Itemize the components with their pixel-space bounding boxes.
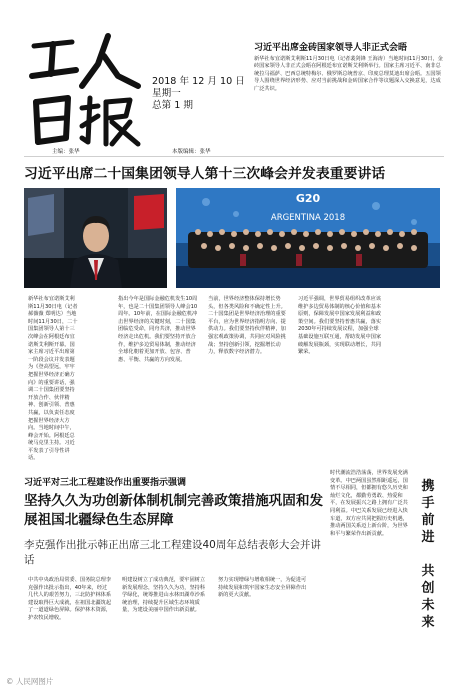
second-story-kicker: 习近平对三北工程建设作出重要指示强调 bbox=[24, 478, 187, 488]
vertical-slogan-char: 创 bbox=[421, 581, 435, 596]
speaker-photo-art bbox=[24, 188, 167, 288]
vertical-slogan-char: 来 bbox=[421, 615, 435, 630]
masthead-calligraphy-logo bbox=[26, 30, 146, 150]
vertical-slogan-char: 未 bbox=[421, 598, 435, 613]
issue-date-block bbox=[152, 76, 245, 112]
vertical-slogan-char bbox=[412, 546, 444, 563]
main-story-column-4: 习近平强调，世界贸易组织改革应该维护多边贸易体制的核心价值和基本原则，保障发展中国家发展利益和政策空间。我们要坚持普惠共赢，落实2030年可持续发展议程，加强全球基础设施互联互通，帮助发展中国家破解发展瓶颈，实现联动增长，共同繁荣。 bbox=[298, 296, 382, 356]
chief-editor: 主编：张华 bbox=[52, 149, 80, 155]
group-photo bbox=[176, 188, 440, 288]
second-story-column-3: 努力实现增绿与增收相统一，为促进可持续发展和筑牢国家生态安全屏障作出新的更大贡献。 bbox=[218, 577, 307, 599]
second-story-headline: 坚持久久为功创新体制机制完善政策措施巩固和发展祖国北疆绿色生态屏障 bbox=[24, 493, 324, 528]
issue-number: 总第 1 期 bbox=[152, 100, 193, 111]
main-story-column-1: 新华社布宜诺斯艾利斯11月30日电（记者郝薇薇 郑明达）当地时间11月30日，二十国集团领导人第十三次峰会在阿根廷布宜诺斯艾利斯开幕。国家主席习近平出席第一阶段会议并发表题为《登高望远，牢牢把握世界经济正确方向》的重要讲话，强调二十国集团要坚持开放合作、伙伴精神、创新引领、普惠共赢，以负责任态度把握世界经济大方向。当地时间中午，峰会开始。阿根廷总统马克里主持。习近平发表了引导性讲话。 bbox=[28, 296, 78, 462]
group-photo-art bbox=[176, 188, 440, 288]
vertical-slogan-char: 手 bbox=[421, 496, 435, 511]
vertical-slogan-char: 携 bbox=[421, 479, 435, 494]
second-story-column-1: 中共中央政治局常委、国务院总理李克强作出批示指出，40年来，经过几代人的艰苦努力，三北防护林体系建设取得巨大成就，在祖国北疆筑起了一道道绿色屏障。保护林木资源，护农牧民增收。 bbox=[28, 577, 112, 621]
argentina-2018-banner: ARGENTINA 2018 bbox=[270, 213, 346, 223]
vertical-slogan bbox=[412, 478, 444, 631]
vertical-slogan-char: 前 bbox=[421, 513, 435, 528]
vertical-slogan-char: 共 bbox=[421, 564, 435, 579]
top-story-headline: 习近平出席金砖国家领导人非正式会晤 bbox=[254, 43, 408, 53]
issue-weekday: 星期一 bbox=[152, 88, 181, 99]
main-story-column-2: 指出今年是国际金融危机发生10周年，也是二十国集团领导人峰会10周年。10年前，在国际金融危机冲击世界经济的关键时刻，二十国集团临危受命，同舟共济，推动世界经济走出危机。我们要坚持开放合作，维护多边贸易体制，推动经济全球化朝着更加开放、包容、普惠、平衡、共赢的方向发展。 bbox=[118, 296, 198, 363]
top-story-body: 新华社布宜诺斯艾利斯11月30日电（记者裴剑锋 王海涛）当地时间11月30日，金砖国家领导人非正式会晤在阿根廷布宜诺斯艾利斯举行。国家主席习近平、南非总统拉马福萨、巴西总统特梅尔、俄罗斯总统普京、印度总理莫迪出席会晤。五国领导人围绕世界经济形势、应对当前挑战和金砖国家合作等议题深入交换意见，达成广泛共识。 bbox=[254, 56, 443, 92]
vertical-slogan-char: 进 bbox=[421, 530, 435, 545]
second-story-subheadline: 李克强作出批示韩正出席三北工程建设40周年总结表彰大会并讲话 bbox=[24, 539, 321, 566]
meta-line bbox=[24, 146, 444, 157]
edition-editor: 本版编辑：张华 bbox=[172, 149, 211, 155]
second-story-side-column: 时代潮流浩浩荡荡，世界发展充满变革。中巴两国虽然相距遥远，国情不尽相同，但都拥有悠久历史和灿烂文化，都勤劳勇敢、热爱和平，在发展振兴之路上拥有广泛共同利益。中巴关系发展已经进入快车道，双方应共同把握历史机遇，推动两国关系迈上新台阶，为世界和平与繁荣作出新贡献。 bbox=[330, 470, 408, 537]
g20-logo-text: G20 bbox=[295, 192, 321, 205]
main-story-headline: 习近平出席二十国集团领导人第十三次峰会并发表重要讲话 bbox=[24, 166, 386, 182]
speaker-photo bbox=[24, 188, 167, 288]
watermark: © 人民网图片 bbox=[6, 677, 54, 686]
main-story-column-3: 当前，世界经济整体保持增长势头，但各类风险和不确定性上升。二十国集团是世界经济治理的重要平台，应为世界经济指明方向、提供动力。我们要坚持伙伴精神，加强宏观政策协调，共同应对风险挑战；坚持创新引领，挖掘增长动力，释放数字经济潜力。 bbox=[208, 296, 286, 356]
issue-date: 2018 年 12 月 10 日 bbox=[152, 76, 245, 87]
second-story-column-2: 明建设树立了成功典范，要牢固树立新发展理念，坚持久久为功，坚持科学绿化，统筹推进山水林田湖草沙系统治理，持续提升区域生态环境质量，为建设美丽中国作出新贡献。 bbox=[122, 577, 206, 614]
